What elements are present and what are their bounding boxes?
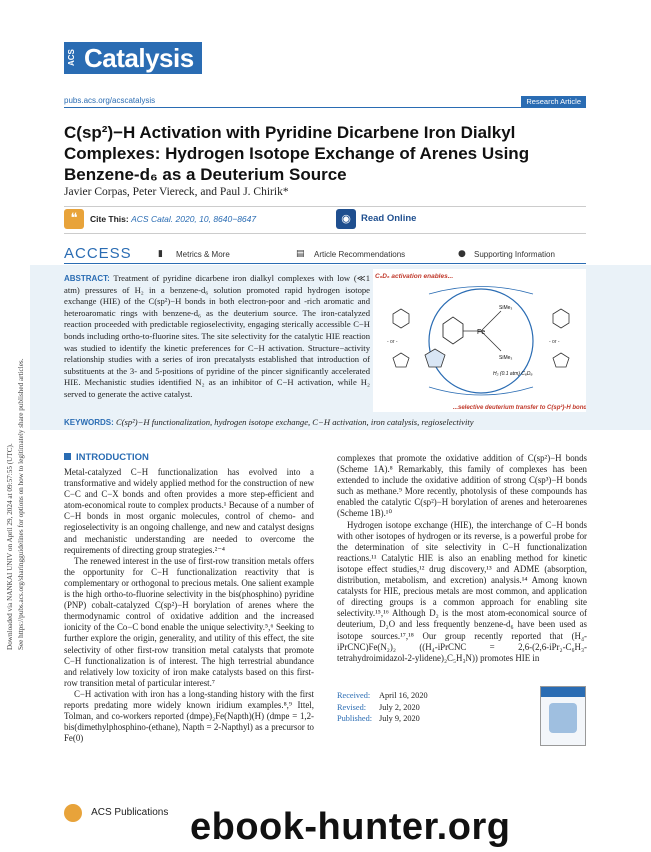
paragraph: Hydrogen isotope exchange (HIE), the interchange of C−H bonds with other isotopes of hydrogen or its reverse, is a powerful probe for the determination of site selectivity in C−H functionalization reactions.¹¹ Catalytic HIE is also an enabling method for kinetic isotope effect studies,¹² drug discovery,¹³ and ADME (absorption, distribution, metabolism, and excretion) analysis.¹⁴ Among known catalysts for HIE, precious metals are most common, and application of directing groups is a common approach for enabling site selectivity.¹⁵,¹⁶ Although D₂ is the most atom-economical source of deuterium, D₂O and less frequently benzene-d₆ have been used as isotope sources.¹⁷,¹⁸ Our group recently reported that (H₄-iPrCNC)Fe(N₂)₂ ((H₄-iPrCNC = 2,6-(2,6-iPr₂-C₆H₃-tetrahydroimidazol-2-ylidene)₂C₅H₃N)) promotes HIE in bbox=[337, 519, 587, 663]
access-label: ACCESS bbox=[64, 245, 132, 262]
toc-arrow-bottom bbox=[429, 387, 533, 395]
abstract-label: ABSTRACT: bbox=[64, 274, 110, 283]
carbene-ring bbox=[425, 349, 445, 367]
toc-or-right-1: - or - bbox=[549, 339, 560, 345]
read-online-icon[interactable]: ◉ bbox=[336, 209, 356, 229]
keywords bbox=[64, 417, 586, 427]
download-notice bbox=[2, 180, 30, 650]
metrics-link[interactable]: Metrics & More bbox=[176, 250, 230, 259]
journal-logo[interactable] bbox=[64, 40, 202, 76]
cite-reference[interactable]: ACS Catal. 2020, 10, 8640−8647 bbox=[131, 214, 257, 224]
toc-conditions: H₂ (0.1 atm) C₆D₆ bbox=[493, 371, 533, 377]
toc-cycle-circle bbox=[429, 289, 533, 393]
toc-ligand-bottom: SiMe₃ bbox=[499, 355, 513, 361]
toc-or-left-1: - or - bbox=[387, 339, 398, 345]
toc-ligand-top: SiMe₃ bbox=[499, 305, 513, 311]
acs-logo-mark: ACS bbox=[64, 42, 80, 74]
received-date: April 16, 2020 bbox=[379, 691, 428, 700]
download-notice-line2: See https://pubs.acs.org/sharingguidelines for options on how to legitimately share published articles. bbox=[17, 358, 25, 650]
benzene-ring-left bbox=[393, 309, 409, 328]
revised-date: July 2, 2020 bbox=[379, 702, 420, 712]
benzene-ring-right bbox=[553, 309, 569, 328]
support-info-icon[interactable]: ● bbox=[458, 249, 466, 259]
keywords-label: KEYWORDS: bbox=[64, 418, 114, 427]
toc-footer: ...selective deuterium transfer to C(sp²)-H bonds bbox=[453, 405, 586, 411]
quote-icon[interactable]: ❝ bbox=[64, 209, 84, 229]
paragraph: complexes that promote the oxidative addition of C(sp²)−H bonds (Scheme 1A).⁸ Remarkably, this family of complexes has been extended to include the oxidative addition of strong C(sp³)−H bonds such as methane.⁹ More recently, photolysis of these compounds has enabled the catalytic C(sp²)−H borylation of arenes and heteroarenes (Scheme 1B).¹⁰ bbox=[337, 453, 587, 519]
header-rule bbox=[64, 107, 586, 108]
paragraph: The renewed interest in the use of first-row transition metals offers the opportunity for C−H functionalization reactivity that is complementary or orthogonal to precious metals. One salient example is the high ortho-to-fluorine selectivity in the bis(phosphino) pyridine (PNP) cobalt-catalyzed C(sp²)−H borylation of arenes where the thermodynamic control of oxidative addition and the increased ionicity of the Co−C bond enable the unique selectivity.⁵,⁶ Seeking to further explore the origin, generality, and utility of this effect, the site selectivity of other first-row transition metal catalysts that promote C−H functionalization is of interest. The high terrestrial abundance and relatively low toxicity of iron make catalysts based on this first-row transition metal of particular interest.⁷ bbox=[64, 555, 314, 688]
abstract bbox=[64, 273, 370, 401]
support-info-link[interactable]: Supporting Information bbox=[474, 250, 555, 259]
download-notice-line1: Downloaded via NANKAI UNIV on April 29, 2024 at 09:57:55 (UTC). bbox=[6, 443, 14, 650]
abstract-text: Treatment of pyridine dicarbene iron dialkyl complexes with low (≪1 atm) pressures of H₂ in a benzene-d₆ solution promoted rapid hydrogen isotope exchange (HIE) of the C(sp²)−H bonds in both electron-poor and -rich aromatic and heteroaromatic rings with benzene-d₆ as the deuterium source. The iron-catalyzed reaction proceeded with predictable regioselectivity, engaging sterically accessible C−H bonds including ortho-to-fluorine sites. The site selectivity for the catalytic HIE reaction was studied to identify the kinetic preferences for C−H activation. Structure−activity relationship studies with a series of iron precatalysts established that introduction of substituents at the 3- and 5-positions of pyridine of the pincer significantly accelerated HIE. Mechanistic studies identified N₂ as an inhibitor of C−H activation, while H₂ served to generate the active catalyst. bbox=[64, 273, 371, 399]
author-list[interactable]: Javier Corpas, Peter Viereck, and Paul J. Chirik* bbox=[64, 186, 289, 198]
acs-publications-icon bbox=[64, 804, 82, 822]
keywords-text: C(sp²)−H functionalization, hydrogen isotope exchange, C−H activation, iron catalysis, regioselectivity bbox=[115, 417, 474, 427]
cite-this[interactable] bbox=[90, 214, 256, 224]
heteroarene-left bbox=[393, 353, 409, 367]
toc-graphic-svg bbox=[373, 269, 586, 412]
journal-name: Catalysis bbox=[80, 42, 202, 74]
paragraph: C−H activation with iron has a long-standing history with the first reports predating more widely known iridium examples.⁸,⁹ Ittel, Tolman, and co-workers reported (dmpe)₂Fe(Napth)(H) (dmpe = 1,2-bis(dimethylphosphino-(ethane), Napth = 2-Napthyl) as a precursor to Fe(0) bbox=[64, 688, 314, 744]
publisher-name: ACS Publications bbox=[91, 807, 169, 818]
toc-arrow-top bbox=[429, 287, 533, 295]
read-online-button[interactable]: Read Online bbox=[361, 213, 417, 224]
section-heading-introduction: INTRODUCTION bbox=[64, 452, 149, 463]
right-column bbox=[337, 453, 587, 664]
watermark: ebook-hunter.org bbox=[190, 806, 511, 848]
article-dates: Received: April 16, 2020 Revised: July 2, 2020 Published: July 9, 2020 bbox=[337, 691, 428, 723]
toc-header: C₆D₆ activation enables... bbox=[375, 273, 454, 280]
cite-label: Cite This: bbox=[90, 214, 129, 224]
article-title: C(sp²)−H Activation with Pyridine Dicarbene Iron Dialkyl Complexes: Hydrogen Isotope Exchange of Arenes Using Benzene-d₆ as a Deuterium Source bbox=[64, 123, 530, 184]
left-column bbox=[64, 467, 314, 744]
toc-graphic bbox=[373, 269, 586, 412]
journal-url[interactable]: pubs.acs.org/acscatalysis bbox=[64, 96, 156, 105]
article-type-badge: Research Article bbox=[521, 96, 586, 107]
metrics-icon[interactable]: ▮ bbox=[158, 249, 163, 259]
heteroarene-right bbox=[553, 353, 569, 367]
iron-center: Fe bbox=[477, 329, 486, 336]
paragraph: Metal-catalyzed C−H functionalization has evolved into a transformative and widely applied method for the construction of new C−C and C−X bonds and often provides a more step-efficient and atom-economical route to complex products.¹ Because of a number of C−H bonds in most organic molecules, control of chemo- and regioselectivity is an ongoing challenge, and new and catalyst designs and mechanistic understanding are needed to overcome the requirements of directing group strategies.²⁻⁴ bbox=[64, 467, 314, 555]
recommendations-icon[interactable]: ▤ bbox=[296, 249, 305, 259]
published-date: July 9, 2020 bbox=[379, 714, 420, 723]
section-square-icon bbox=[64, 453, 71, 460]
pyridine-ring bbox=[443, 317, 463, 344]
journal-cover-thumbnail[interactable] bbox=[540, 686, 586, 746]
recommendations-link[interactable]: Article Recommendations bbox=[314, 250, 406, 259]
